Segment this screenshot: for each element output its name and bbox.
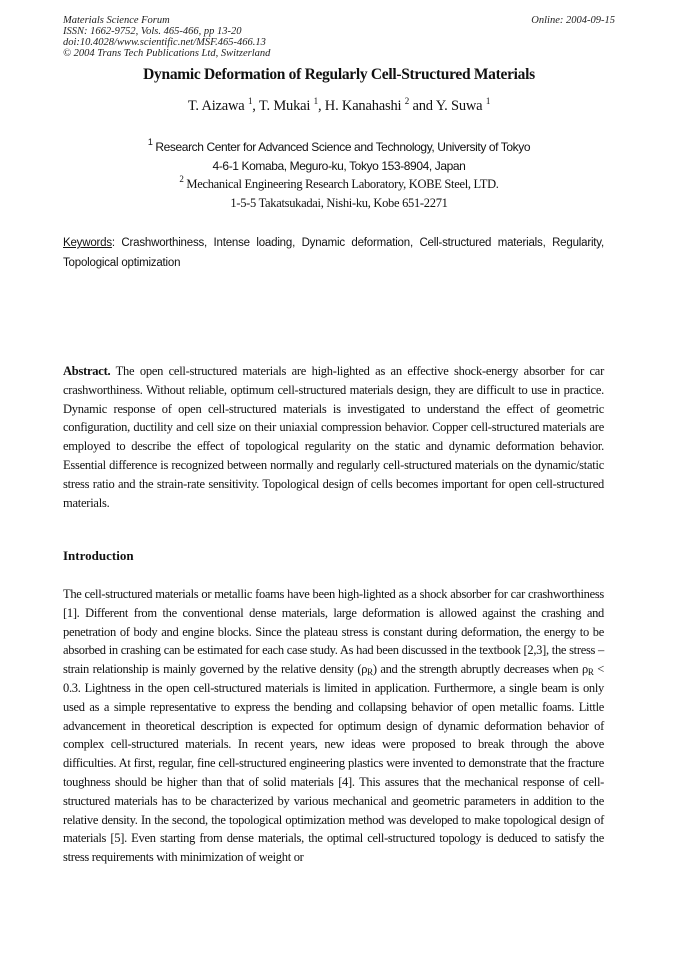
keywords-label: Keywords [63,237,112,249]
journal-header [63,15,615,59]
keywords-text: : Crashworthiness, Intense loading, Dynamic deformation, Cell-structured materials, Regularity, Topological optimization [63,237,604,269]
relative-density-symbol: $\rho_R$ [361,662,373,678]
author-name: Y. Suwa [435,98,483,114]
affiliation-2-address: 1-5-5 Takatsukadai, Nishi-ku, Kobe 651-2271 [230,196,448,210]
relative-density-symbol: $\rho_R$ [581,662,594,678]
introduction-heading: Introduction [63,548,134,563]
author-separator: and [409,98,436,114]
abstract-text: The open cell-structured materials are high-lighted as an effective shock-energy absorber for car crashworthiness. Without reliable, optimum cell-structured materials design, they are difficult to use in practice. Dynamic response of open cell-structured materials is investigated to understand the effect of geometric configuration, ductility and cell size on their uniaxial compression behavior. Copper cell-structured materials are employed to describe the effect of topological regularity on the static and dynamic deformation behavior. Essential difference is recognized between normally and regularly cell-structured materials on the dynamic/static stress ratio and the strain-rate sensitivity. Topological design of cells becomes important for open cell-structured materials. [63,364,604,510]
online-date: Online: 2004-09-15 [531,15,615,26]
author-name: T. Mukai [258,98,311,114]
author-separator: , [252,98,259,114]
author-affiliation-mark: 1 [313,96,318,106]
journal-name: Materials Science Forum [63,15,170,26]
affiliation-1 [0,137,678,154]
affiliation-institution: Research Center for Advanced Science and Technology, University of Tokyo [155,140,531,154]
paper-title: Dynamic Deformation of Regularly Cell-Structured Materials [143,66,535,83]
abstract [63,362,604,512]
introduction-paragraph [63,585,604,867]
affiliation-institution: Mechanical Engineering Research Laboratory, KOBE Steel, LTD. [186,177,499,191]
affiliation-2 [0,174,678,192]
intro-text-part: < 0.3. Lightness in the open cell-structured materials is limited in application. Furthermore, a single beam is only used as a simple representative to express the bending and collapsing behavior of open metallic foams. Little advancement in theoretical description is expected for optimum design of dynamic deformation behavior of complex cell-structured materials. In recent years, new ideas were proposed to break through the above difficulties. At first, regular, fine cell-structured engineering plastics were invented to demonstrate that the fracture toughness should be higher than that of solid materials [4]. This assures that the mechanical response of cell-structured materials has to be characterized by various mechanical and geometric parameters in addition to the relative density. In the second, the topological optimization method was developed to make topological design of materials [5]. Even starting from dense materials, the optimal cell-structured topology is deduced to satisfy the stress requirements with minimization of weight or [63,662,605,865]
affiliation-number: 2 [179,174,184,184]
author-list [0,98,678,115]
intro-text-part: The cell-structured materials or metallic foams have been high-lighted as a shock absorber for car crashworthiness [1]. Different from the conventional dense materials, large deformation is allowed against the crashing and penetration of body and engine blocks. Since the plateau stress is constant during deformation, the energy to be absorbed in crashing can be estimated for each case study. As had been discussed in the textbook [2,3], the stress – strain relationship is mainly governed by the relative density ( [63,587,604,677]
doi-line: doi:10.4028/www.scientific.net/MSF.465-466.13 [63,37,266,48]
abstract-label: Abstract. [63,364,111,378]
author-name: H. Kanahashi [324,98,402,114]
intro-text-part: ) and the strength abruptly decreases when [372,662,582,677]
affiliation-1-address: 4-6-1 Komaba, Meguro-ku, Tokyo 153-8904, Japan [212,159,466,173]
author-affiliation-mark: 1 [485,96,491,106]
author-separator: , [317,98,325,114]
issn-line: ISSN: 1662-9752, Vols. 465-466, pp 13-20 [63,26,242,37]
author-affiliation-mark: 1 [247,96,253,106]
author-name: T. Aizawa [187,98,245,114]
affiliation-number: 1 [147,137,153,147]
author-affiliation-mark: 2 [404,96,410,106]
copyright-line: © 2004 Trans Tech Publications Ltd, Switzerland [63,48,271,59]
keywords [63,233,604,273]
